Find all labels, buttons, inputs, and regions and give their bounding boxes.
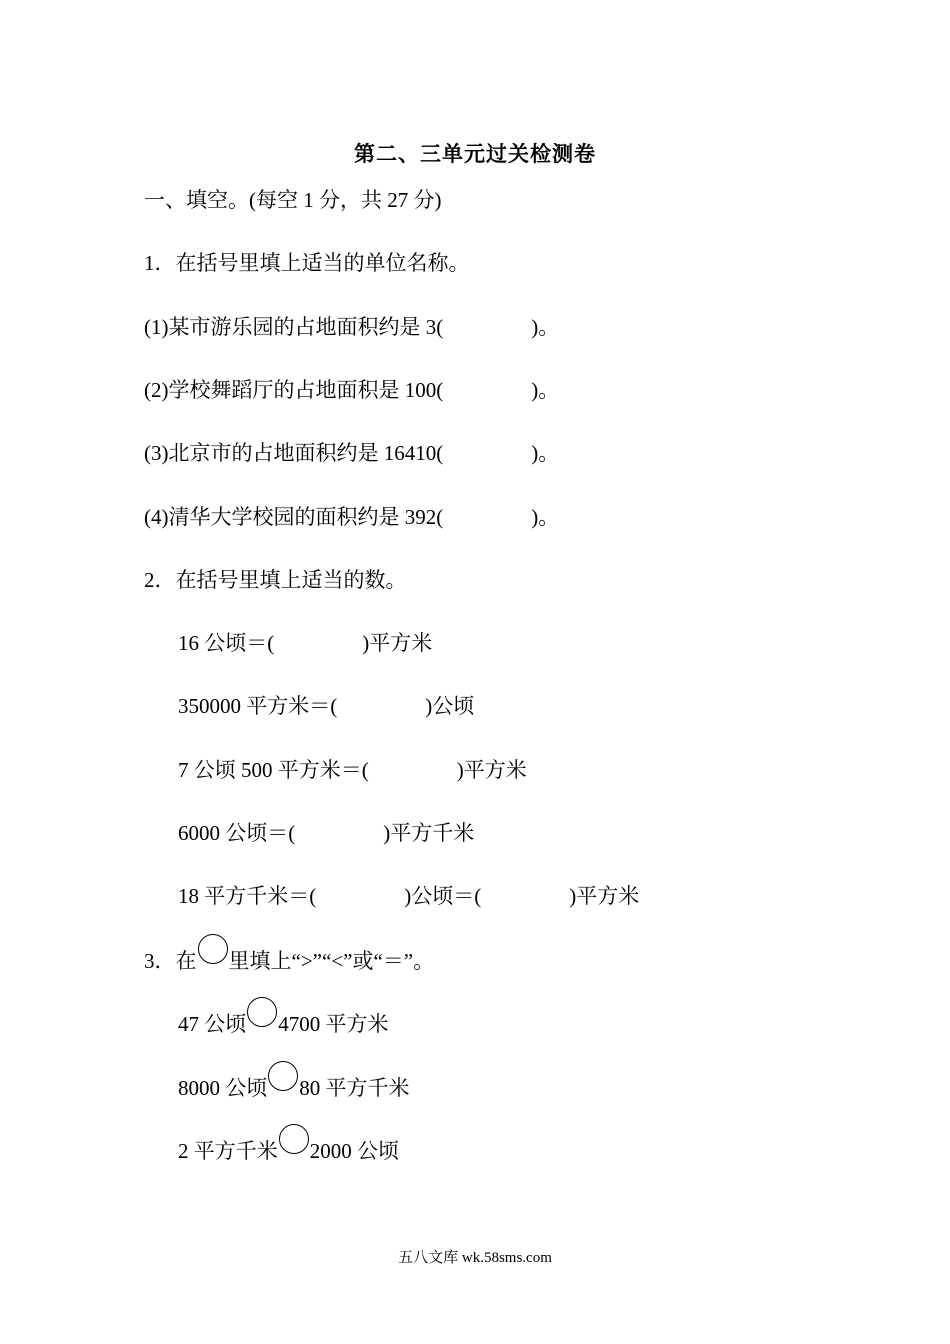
item-text-mid: )公顷＝(: [404, 884, 482, 908]
item-text-end: )平方千米: [383, 821, 475, 845]
item-text-end: )公顷: [425, 694, 475, 718]
question-2-item-1: [178, 628, 432, 658]
footer-watermark: 五八文库 wk.58sms.com: [398, 1250, 552, 1266]
item-text: (1)某市游乐园的占地面积约是 3(: [144, 315, 444, 339]
compare-left: 47 公顷: [178, 1012, 247, 1036]
item-text-end: )。: [531, 378, 560, 402]
compare-right: 2000 公顷: [309, 1139, 399, 1163]
item-text: 350000 平方米＝(: [178, 694, 338, 718]
question-1-item-2: [144, 375, 559, 405]
item-text-end: )。: [531, 441, 560, 465]
item-text-end: )。: [531, 505, 560, 529]
item-text: (2)学校舞蹈厅的占地面积是 100(: [144, 378, 444, 402]
question-2-item-2: [178, 691, 474, 721]
compare-circle[interactable]: [279, 1124, 309, 1154]
item-text: 7 公顷 500 平方米＝(: [178, 758, 369, 782]
item-text: (3)北京市的占地面积约是 16410(: [144, 441, 444, 465]
item-text: (4)清华大学校园的面积约是 392(: [144, 505, 444, 529]
question-2-item-5: [178, 881, 639, 911]
question-2-item-4: [178, 818, 474, 848]
question-1-item-4: [144, 502, 559, 532]
compare-circle[interactable]: [247, 997, 277, 1027]
question-1-stem: 1．在括号里填上适当的单位名称。: [144, 251, 470, 275]
question-1-item-1: [144, 312, 559, 342]
compare-left: 2 平方千米: [178, 1139, 278, 1163]
compare-right: 4700 平方米: [278, 1012, 389, 1036]
item-text-end: )。: [531, 315, 560, 339]
question-3-stem: [144, 944, 434, 976]
compare-circle[interactable]: [268, 1061, 298, 1091]
item-text-end: )平方米: [362, 631, 433, 655]
item-text: 18 平方千米＝(: [178, 884, 317, 908]
question-2-stem: 2．在括号里填上适当的数。: [144, 568, 407, 592]
question-2-item-3: [178, 755, 527, 785]
compare-left: 8000 公顷: [178, 1076, 268, 1100]
item-text-end: )平方米: [569, 884, 640, 908]
item-text: 6000 公顷＝(: [178, 821, 296, 845]
question-3-item-3: [178, 1134, 399, 1166]
compare-right: 80 平方千米: [299, 1076, 410, 1100]
page-title: 第二、三单元过关检测卷: [354, 142, 596, 166]
question-1-item-3: [144, 438, 559, 468]
question-3-item-2: [178, 1071, 410, 1103]
stem-text: 3．在: [144, 949, 197, 973]
question-3-item-1: [178, 1007, 389, 1039]
circle-icon: [198, 934, 228, 964]
item-text-end: )平方米: [456, 758, 527, 782]
stem-text-end: 里填上“>”“<”或“＝”。: [228, 949, 435, 973]
section-heading: 一、填空。(每空 1 分，共 27 分): [144, 188, 442, 212]
item-text: 16 公顷＝(: [178, 631, 275, 655]
